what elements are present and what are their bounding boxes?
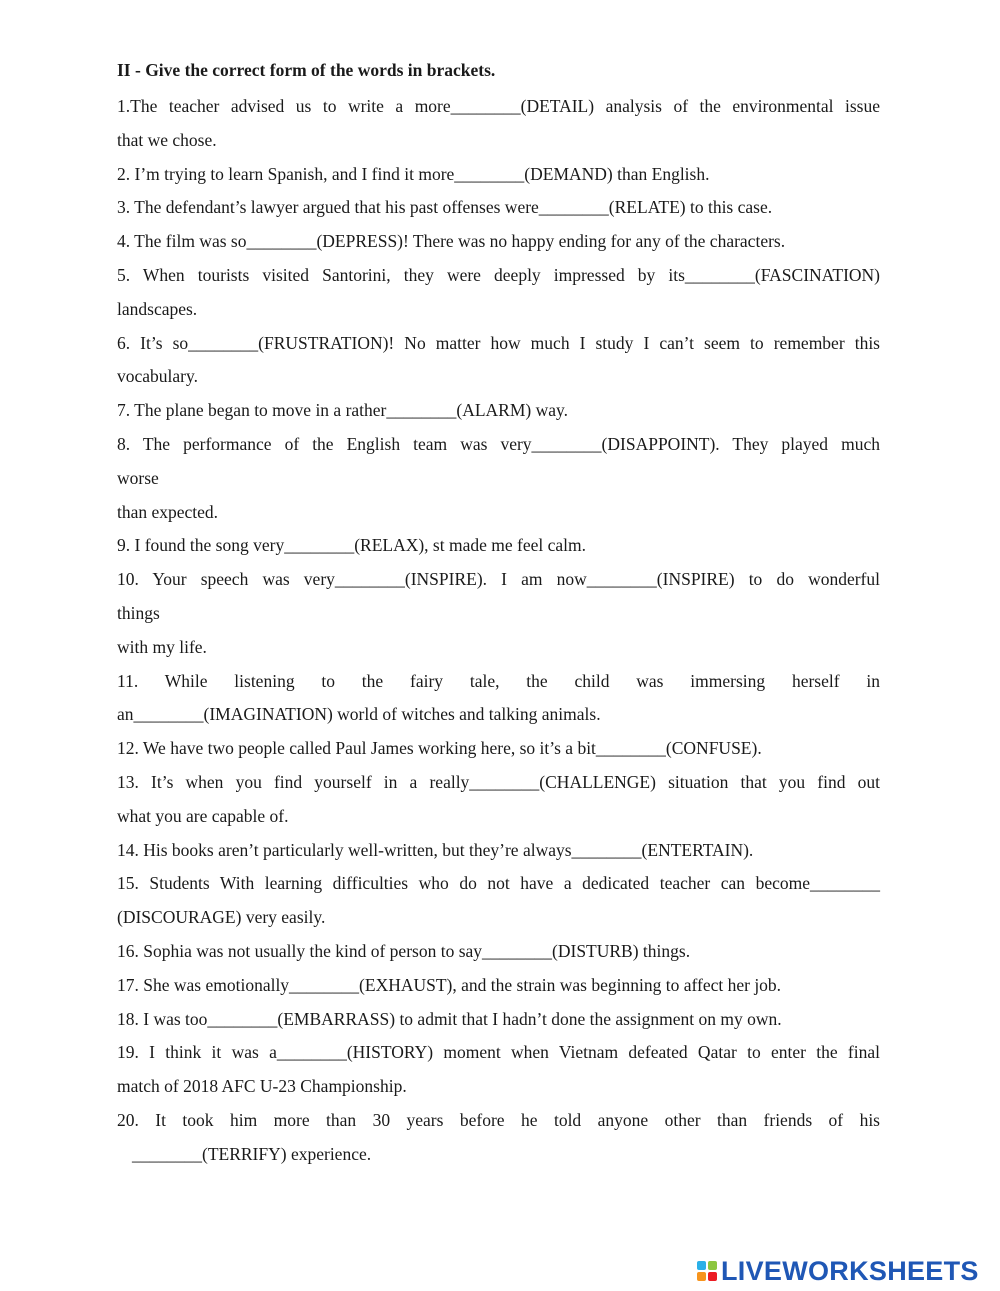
exercise-line: ________(TERRIFY) experience. bbox=[132, 1143, 372, 1164]
exercise-line: that we chose. bbox=[117, 129, 217, 150]
exercise-line: 10. Your speech was very________(INSPIRE). I am now________(INSPIRE) to do wonderful bbox=[117, 569, 880, 590]
exercise-line: 19. I think it was a________(HISTORY) moment when Vietnam defeated Qatar to enter the final bbox=[117, 1042, 880, 1063]
logo-square bbox=[708, 1261, 717, 1270]
exercise-line: landscapes. bbox=[117, 298, 198, 319]
exercise-line: 9. I found the song very________(RELAX), st made me feel calm. bbox=[117, 535, 586, 556]
logo-square bbox=[708, 1272, 717, 1281]
exercise-line: 13. It’s when you find yourself in a really________(CHALLENGE) situation that you find out bbox=[117, 771, 880, 792]
exercise-line: an________(IMAGINATION) world of witches and talking animals. bbox=[117, 704, 601, 725]
exercise-line: what you are capable of. bbox=[117, 805, 289, 826]
exercise-lines bbox=[117, 90, 880, 1172]
section-title: II - Give the correct form of the words in brackets. bbox=[117, 60, 496, 80]
exercise-line: than expected. bbox=[117, 501, 219, 522]
logo-square bbox=[697, 1272, 706, 1281]
logo-square bbox=[697, 1261, 706, 1270]
exercise-line: 12. We have two people called Paul James working here, so it’s a bit________(CONFUSE). bbox=[117, 738, 762, 759]
exercise-line: 5. When tourists visited Santorini, they were deeply impressed by its________(FASCINATION) bbox=[117, 264, 880, 285]
exercise-line: with my life. bbox=[117, 636, 207, 657]
logo-text: LIVEWORKSHEETS bbox=[721, 1255, 979, 1286]
worksheet-content bbox=[117, 56, 880, 1172]
exercise-line: match of 2018 AFC U-23 Championship. bbox=[117, 1076, 407, 1097]
exercise-line: 2. I’m trying to learn Spanish, and I find it more________(DEMAND) than English. bbox=[117, 163, 710, 184]
exercise-line: 8. The performance of the English team was very________(DISAPPOINT). They played much bbox=[117, 433, 880, 454]
exercise-line: 3. The defendant’s lawyer argued that his past offenses were________(RELATE) to this case. bbox=[117, 197, 773, 218]
exercise-line: 18. I was too________(EMBARRASS) to admit that I hadn’t done the assignment on my own. bbox=[117, 1008, 782, 1029]
exercise-line: 17. She was emotionally________(EXHAUST), and the strain was beginning to affect her job. bbox=[117, 974, 782, 995]
exercise-line: 1.The teacher advised us to write a more________(DETAIL) analysis of the environmental issue bbox=[117, 96, 880, 116]
exercise-line: things bbox=[117, 602, 160, 623]
logo-mark-icon bbox=[697, 1261, 717, 1281]
exercise-line: 4. The film was so________(DEPRESS)! There was no happy ending for any of the characters. bbox=[117, 231, 786, 252]
liveworksheets-logo bbox=[697, 1255, 979, 1287]
exercise-line: worse bbox=[117, 467, 159, 488]
exercise-line: 14. His books aren’t particularly well-written, but they’re always________(ENTERTAIN). bbox=[117, 839, 754, 860]
exercise-line: (DISCOURAGE) very easily. bbox=[117, 907, 326, 928]
exercise-line: 6. It’s so________(FRUSTRATION)! No matter how much I study I can’t seem to remember this bbox=[117, 332, 880, 353]
exercise-line: 15. Students With learning difficulties who do not have a dedicated teacher can become________ bbox=[117, 873, 880, 894]
exercise-line: vocabulary. bbox=[117, 366, 198, 387]
exercise-line: 11. While listening to the fairy tale, the child was immersing herself in bbox=[117, 670, 880, 691]
exercise-line: 16. Sophia was not usually the kind of person to say________(DISTURB) things. bbox=[117, 940, 691, 961]
exercise-line: 20. It took him more than 30 years before he told anyone other than friends of his bbox=[117, 1109, 880, 1130]
exercise-line: 7. The plane began to move in a rather________(ALARM) way. bbox=[117, 400, 568, 421]
